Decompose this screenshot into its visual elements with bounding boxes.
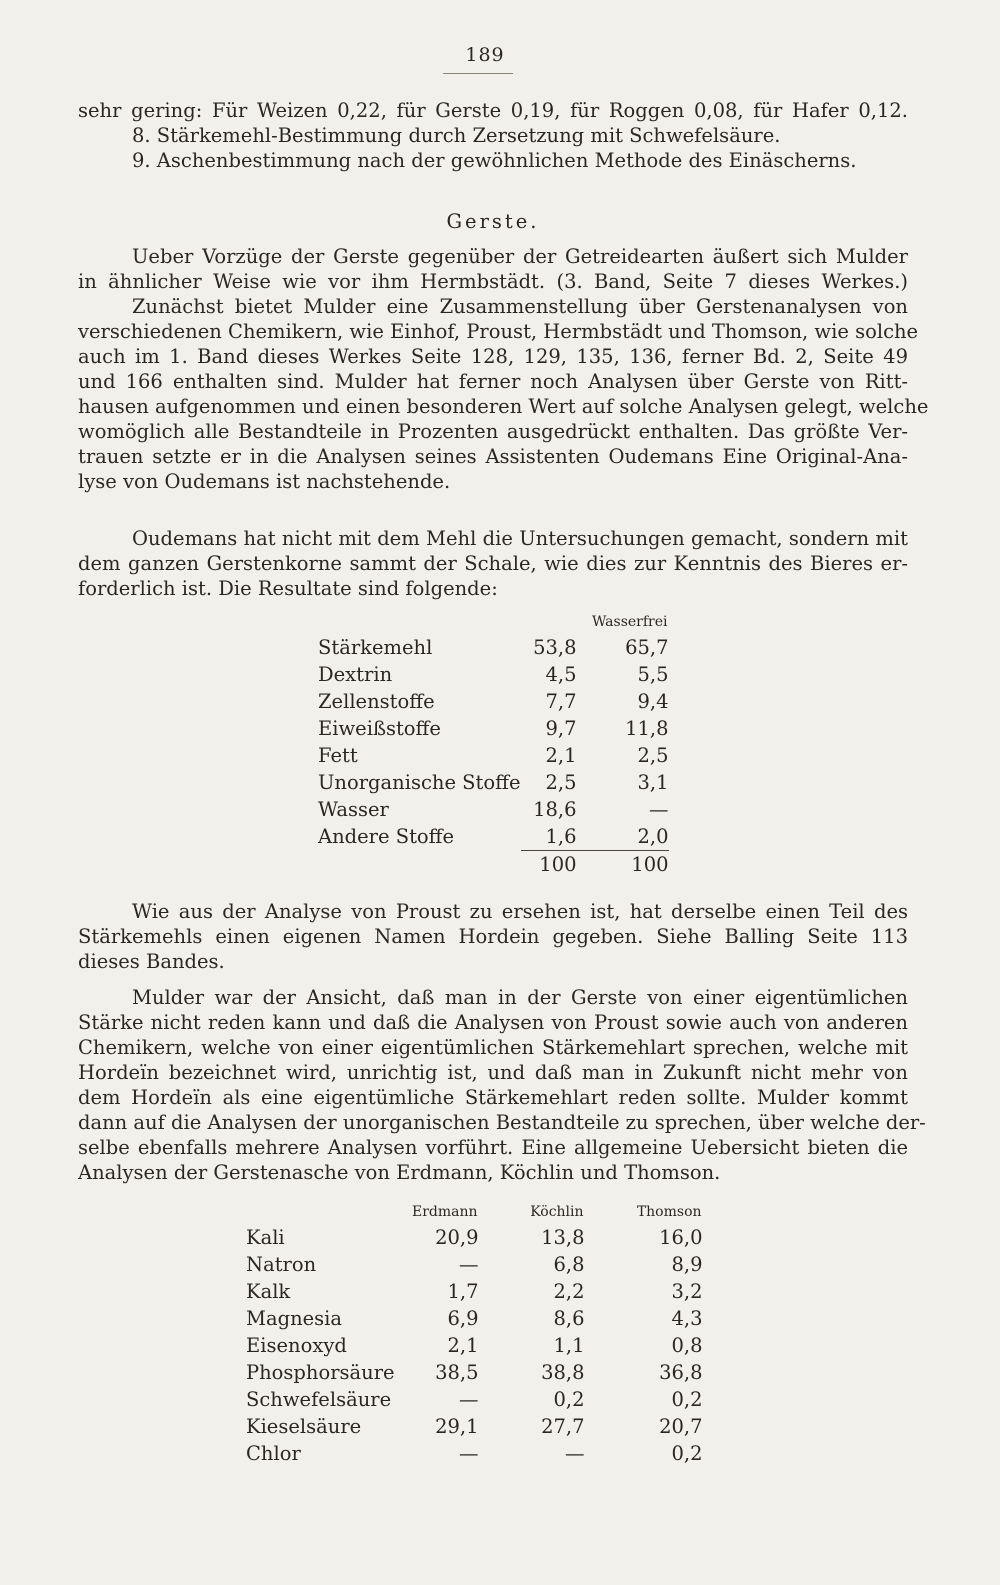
- table-row: [318, 661, 669, 688]
- text-line: Stärke nicht reden kann und daß die Analysen von Proust sowie auch von anderen: [78, 1011, 908, 1034]
- cell-value: 7,7: [545, 690, 577, 713]
- table-row: [246, 1386, 703, 1413]
- text-line: Stärkemehls einen eigenen Namen Hordein gegeben. Siehe Balling Seite 113: [78, 925, 908, 948]
- intro-block: [78, 98, 908, 173]
- cell-thomson: 3,2: [671, 1280, 703, 1303]
- row-label: Fett: [318, 744, 358, 767]
- text-line: Mulder war der Ansicht, daß man in der Gerste von einer eigentümlichen: [132, 986, 908, 1009]
- cell-koechlin: 27,7: [541, 1415, 585, 1438]
- total-value: 100: [521, 851, 577, 879]
- row-label: Chlor: [246, 1442, 301, 1465]
- list-item-9: 9. Aschenbestimmung nach der gewöhnlichen Methode des Einäscherns.: [132, 149, 857, 172]
- cell-dry: 65,7: [625, 636, 669, 659]
- text-line: Wie aus der Analyse von Proust zu ersehen ist, hat derselbe einen Teil des: [132, 900, 908, 923]
- cell-dry: 9,4: [637, 690, 669, 713]
- table-row: [318, 769, 669, 796]
- text-line: Ueber Vorzüge der Gerste gegenüber der Getreidearten äußert sich Mulder: [132, 245, 908, 268]
- cell-erdmann: 2,1: [447, 1334, 479, 1357]
- row-label: Zellenstoffe: [318, 690, 435, 713]
- cell-value: 4,5: [545, 663, 577, 686]
- text-line: Hordeïn bezeichnet wird, unrichtig ist, und daß man in Zukunft nicht mehr von: [78, 1061, 908, 1084]
- row-label: Andere Stoffe: [318, 825, 455, 849]
- column-header-wasserfrei: Wasserfrei: [592, 614, 668, 630]
- cell-thomson: 36,8: [659, 1361, 703, 1384]
- column-header-erdmann: Erdmann: [412, 1204, 478, 1220]
- text-line: Zunächst bietet Mulder eine Zusammenstellung über Gerstenanalysen von: [132, 295, 908, 318]
- table-row: [318, 634, 669, 661]
- text-line: dem ganzen Gerstenkorne sammt der Schale, wie dies zur Kenntnis des Bieres er-: [78, 552, 908, 575]
- text-line: selbe ebenfalls mehrere Analysen vorführt. Eine allgemeine Uebersicht bieten die: [78, 1136, 908, 1159]
- cell-thomson: 16,0: [659, 1226, 703, 1249]
- cell-thomson: 8,9: [671, 1253, 703, 1276]
- cell-koechlin: —: [565, 1442, 585, 1465]
- row-label: Unorganische Stoffe: [318, 771, 521, 794]
- row-label: Natron: [246, 1253, 317, 1276]
- row-label: Wasser: [318, 798, 389, 821]
- section-heading: Gerste.: [446, 210, 540, 233]
- cell-value: 2,5: [545, 771, 577, 794]
- cell-thomson: 20,7: [659, 1415, 703, 1438]
- table-row: [246, 1305, 703, 1332]
- cell-erdmann: 20,9: [435, 1226, 479, 1249]
- cell-erdmann: —: [459, 1388, 479, 1411]
- table-row: [318, 715, 669, 742]
- cell-dry: 11,8: [625, 717, 669, 740]
- row-label: Stärkemehl: [318, 636, 433, 659]
- cell-dry: 2,5: [637, 744, 669, 767]
- row-label: Eisenoxyd: [246, 1334, 347, 1357]
- cell-thomson: 0,2: [671, 1388, 703, 1411]
- cell-value: 2,1: [545, 744, 577, 767]
- row-label: Eiweißstoffe: [318, 717, 441, 740]
- text-line: und 166 enthalten sind. Mulder hat ferner noch Analysen über Gerste von Ritt-: [78, 370, 908, 393]
- cell-erdmann: —: [459, 1253, 479, 1276]
- table-row: [318, 688, 669, 715]
- cell-value: 18,6: [533, 798, 577, 821]
- cell-dry: —: [649, 798, 669, 821]
- page-number: 189: [465, 44, 505, 66]
- row-label: Phosphorsäure: [246, 1361, 395, 1384]
- section-heading-block: [78, 209, 908, 234]
- paragraph-3: [78, 899, 908, 974]
- total-dry: 100: [577, 851, 669, 879]
- cell-dry: 5,5: [637, 663, 669, 686]
- cell-value: 1,6: [545, 825, 577, 848]
- cell-erdmann: 1,7: [447, 1280, 479, 1303]
- text-line: trauen setzte er in die Analysen seines Assistenten Oudemans Eine Original-Ana-: [78, 445, 908, 468]
- table-row: [246, 1251, 703, 1278]
- text-line: Chemikern, welche von einer eigentümlichen Stärkemehlart sprechen, welche mit: [78, 1036, 908, 1059]
- paragraph-4: [78, 985, 926, 1185]
- text-line: womöglich alle Bestandteile in Prozenten ausgedrückt enthalten. Das größte Ver-: [78, 420, 908, 443]
- table-row: [246, 1359, 703, 1386]
- table-row: [246, 1332, 703, 1359]
- row-label: Kalk: [246, 1280, 291, 1303]
- text-line: lyse von Oudemans ist nachstehende.: [78, 470, 451, 493]
- cell-koechlin: 6,8: [553, 1253, 585, 1276]
- cell-erdmann: —: [459, 1442, 479, 1465]
- row-label: Schwefelsäure: [246, 1388, 392, 1411]
- row-label: Kieselsäure: [246, 1415, 362, 1438]
- cell-koechlin: 1,1: [553, 1334, 585, 1357]
- cell-koechlin: 0,2: [553, 1388, 585, 1411]
- text-line: Analysen der Gerstenasche von Erdmann, Köchlin und Thomson.: [78, 1161, 721, 1184]
- paragraph-1: [78, 244, 929, 494]
- cell-koechlin: 2,2: [553, 1280, 585, 1303]
- cell-erdmann: 6,9: [447, 1307, 479, 1330]
- row-label: Kali: [246, 1226, 285, 1249]
- table-row: [246, 1413, 703, 1440]
- page-number-rule: [443, 73, 513, 74]
- cell-thomson: 4,3: [671, 1307, 703, 1330]
- text-line: Oudemans hat nicht mit dem Mehl die Untersuchungen gemacht, sondern mit: [132, 527, 908, 550]
- cell-thomson: 0,8: [671, 1334, 703, 1357]
- cell-erdmann: 38,5: [435, 1361, 479, 1384]
- cell-koechlin: 8,6: [553, 1307, 585, 1330]
- paragraph-2: [78, 526, 908, 601]
- row-label: Magnesia: [246, 1307, 343, 1330]
- row-label: Dextrin: [318, 663, 393, 686]
- text-line: dann auf die Analysen der unorganischen Bestandteile zu sprechen, über welche der-: [78, 1111, 926, 1134]
- column-header-koechlin: Köchlin: [530, 1204, 584, 1220]
- text-line: hausen aufgenommen und einen besonderen Wert auf solche Analysen gelegt, welche: [78, 395, 929, 418]
- text-line: dieses Bandes.: [78, 950, 225, 973]
- list-item-8: 8. Stärkemehl-Bestimmung durch Zersetzung mit Schwefelsäure.: [132, 124, 781, 147]
- cell-erdmann: 29,1: [435, 1415, 479, 1438]
- cell-koechlin: 13,8: [541, 1226, 585, 1249]
- cell-koechlin: 38,8: [541, 1361, 585, 1384]
- cell-value: 9,7: [545, 717, 577, 740]
- cell-dry: 2,0: [637, 825, 669, 848]
- text-line: auch im 1. Band dieses Werkes Seite 128, 129, 135, 136, ferner Bd. 2, Seite 49: [78, 345, 908, 368]
- cell-thomson: 0,2: [671, 1442, 703, 1465]
- cell-value: 53,8: [533, 636, 577, 659]
- text-line: in ähnlicher Weise wie vor ihm Hermbstädt. (3. Band, Seite 7 dieses Werkes.): [78, 270, 908, 293]
- column-header-thomson: Thomson: [636, 1204, 702, 1220]
- table-row: [318, 823, 669, 851]
- analysis-table-oudemans: [318, 610, 669, 878]
- table-row: [318, 796, 669, 823]
- table-total-row: [318, 851, 669, 879]
- cell-dry: 3,1: [637, 771, 669, 794]
- text-line: sehr gering: Für Weizen 0,22, für Gerste 0,19, für Roggen 0,08, für Hafer 0,12.: [78, 99, 908, 122]
- table-row: [318, 742, 669, 769]
- ash-analysis-table: [246, 1200, 703, 1467]
- table-row: [246, 1224, 703, 1251]
- text-line: dem Hordeïn als eine eigentümliche Stärkemehlart reden sollte. Mulder kommt: [78, 1086, 908, 1109]
- table-row: [246, 1278, 703, 1305]
- table-row: [246, 1440, 703, 1467]
- text-line: verschiedenen Chemikern, wie Einhof, Proust, Hermbstädt und Thomson, wie solche: [78, 320, 919, 343]
- text-line: forderlich ist. Die Resultate sind folgende:: [78, 577, 498, 600]
